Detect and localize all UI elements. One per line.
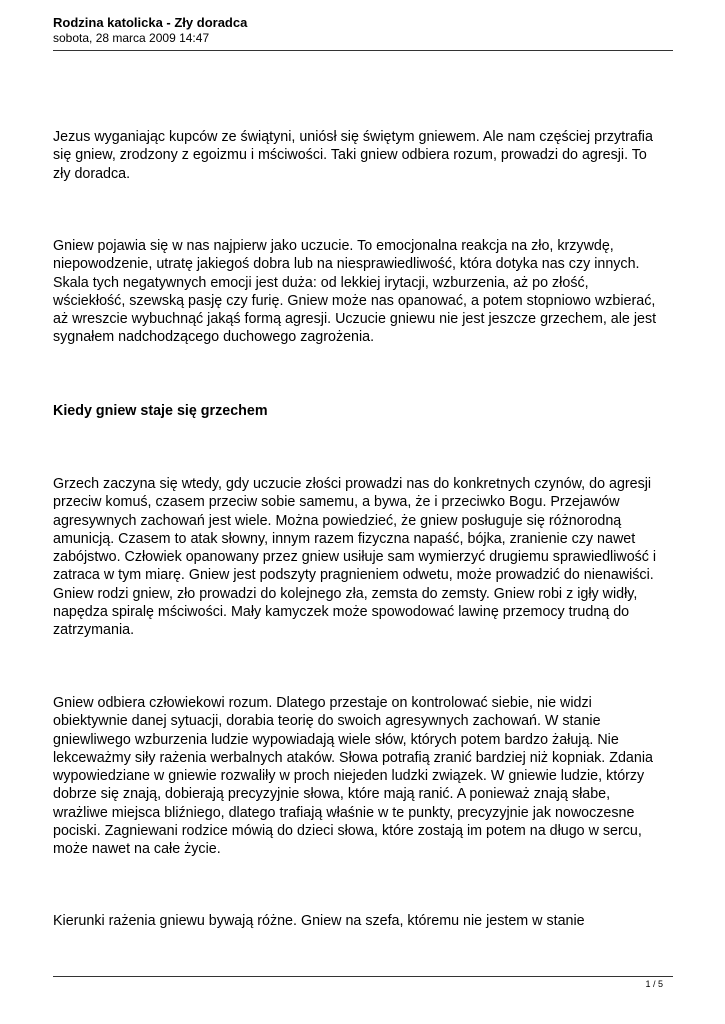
text-line: sygnałem nadchodzącego duchowego zagrożenia. bbox=[53, 329, 375, 346]
text-line: Kierunki rażenia gniewu bywają różne. Gniew na szefa, któremu nie jestem w stanie bbox=[53, 913, 585, 929]
text-line: Gniew pojawia się w nas najpierw jako uczucie. To emocjonalna reakcja na zło, krzywdę, bbox=[53, 238, 614, 254]
text-line: agresywnych zachowań jest wiele. Można powiedzieć, że gniew posługuje się różnorodną bbox=[53, 512, 622, 529]
footer-divider bbox=[53, 976, 673, 977]
text-line: przeciw komuś, czasem przeciw sobie samemu, a bywa, że i przeciwko Bogu. Przejawów bbox=[53, 494, 620, 511]
paragraph-intro bbox=[53, 128, 673, 183]
text-line: Grzech zaczyna się wtedy, gdy uczucie złości prowadzi nas do konkretnych czynów, do agresji bbox=[53, 476, 652, 492]
text-line: wypowiedziane w gniewie rozwaliły w proch niejeden ludzki związek. W gniewie ludzie, którzy bbox=[53, 768, 645, 785]
text-line: się gniew, zrodzony z egoizmu i mściwości. Taki gniew odbiera rozum, prowadzi do agresji. To bbox=[53, 147, 647, 164]
text-line: napędza spiralę mściwości. Mały kamyczek może spowodować lawinę przemocy trudną do bbox=[53, 604, 630, 621]
document-title: Rodzina katolicka - Zły doradca bbox=[53, 15, 248, 30]
text-line: może nawet na całe życie. bbox=[53, 841, 221, 858]
document-date: sobota, 28 marca 2009 14:47 bbox=[53, 31, 210, 45]
text-line: aż wreszcie wybuchnąć jakąś formą agresji. Uczucie gniewu nie jest jeszcze grzechem, ale jest bbox=[53, 311, 657, 328]
text-line: amunicją. Czasem to atak słowny, innym razem fizyczna napaść, bójka, zranienie czy nawet bbox=[53, 530, 636, 547]
text-line: Gniew rodzi gniew, zło prowadzi do kolejnego zła, zemsta do zemsty. Gniew robi z igły widły, bbox=[53, 585, 638, 602]
text-line: dobrze się znają, dobierają precyzyjnie słowa, które mają ranić. A ponieważ znają słabe, bbox=[53, 786, 611, 803]
text-line: wrażliwe miejsca bliźniego, dlatego trafiają właśnie w te punkty, precyzyjnie jak nowoczesne bbox=[53, 804, 635, 821]
paragraph-words bbox=[53, 694, 673, 859]
text-line: zatrzymania. bbox=[53, 622, 135, 639]
page-number: 1 / 5 bbox=[645, 979, 663, 989]
section-heading: Kiedy gniew staje się grzechem bbox=[53, 403, 268, 419]
paragraph-emotion bbox=[53, 237, 673, 347]
text-line: obiektywnie danej sytuacji, dorabia teorię do swoich agresywnych zachowań. W stanie bbox=[53, 713, 601, 730]
text-line: pociski. Zagniewani rodzice mówią do dzieci słowa, które zostają im potem na długo w sercu, bbox=[53, 823, 642, 840]
text-line: gniewliwego wzburzenia ludzie wypowiadają wiele słów, których potem bardzo żałują. Nie bbox=[53, 731, 619, 748]
text-line: Gniew odbiera człowiekowi rozum. Dlatego przestaje on kontrolować siebie, nie widzi bbox=[53, 695, 592, 711]
text-line: niepowodzenie, utratę jakiegoś dobra lub na niesprawiedliwość, która dotyka nas czy innych. bbox=[53, 256, 640, 273]
header-divider bbox=[53, 50, 673, 51]
text-line: wściekłość, szewską pasję czy furię. Gniew może nas opanować, a potem stopniowo wzbierać, bbox=[53, 292, 656, 309]
text-line: zły doradca. bbox=[53, 165, 131, 182]
text-line: zatraca w tym miarę. Gniew jest podszyty pragnieniem odwetu, może prowadzić do nienawiści. bbox=[53, 567, 654, 584]
paragraph-directions bbox=[53, 912, 673, 930]
text-line: Jezus wyganiając kupców ze świątyni, uniósł się świętym gniewem. Ale nam częściej przytrafia bbox=[53, 129, 653, 145]
paragraph-sin bbox=[53, 475, 673, 640]
text-line: Skala tych negatywnych emocji jest duża: od lekkiej irytacji, wzburzenia, aż po złość, bbox=[53, 274, 589, 291]
document-header bbox=[53, 14, 673, 46]
text-line: zabójstwo. Człowiek opanowany przez gniew usiłuje sam wymierzyć drugiemu sprawiedliwość i bbox=[53, 549, 657, 566]
text-line: lekceważmy siły rażenia werbalnych ataków. Słowa potrafią zranić bardziej niż kopniak. Zdania bbox=[53, 749, 653, 766]
